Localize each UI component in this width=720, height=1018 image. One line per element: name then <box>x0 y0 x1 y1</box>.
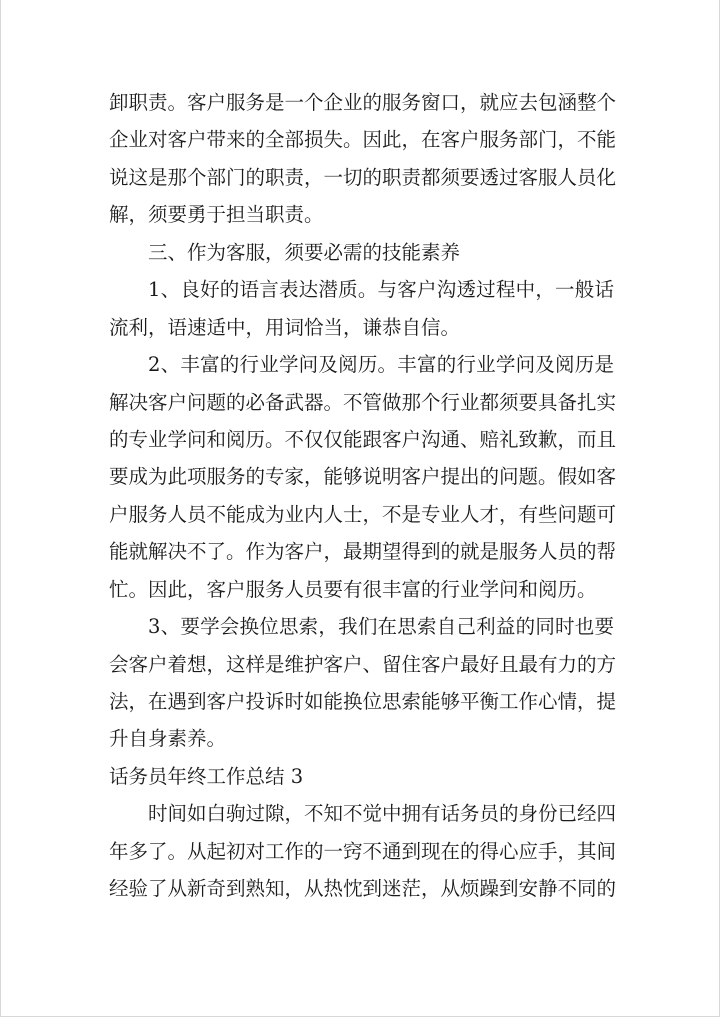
paragraph-line: 1、良好的语言表达潜质。与客户沟透过程中，一般话 <box>148 278 614 302</box>
paragraph-line: 能就解决不了。作为客户，最期望得到的就是服务人员的帮 <box>109 540 617 564</box>
paragraph-line: 企业对客户带来的全部损失。因此，在客户服务部门，不能 <box>109 128 617 152</box>
paragraph-line: 解决客户问题的必备武器。不管做那个行业都须要具备扎实 <box>109 390 617 414</box>
section-heading: 三、作为客服，须要必需的技能素养 <box>148 240 461 264</box>
paragraph-line: 户服务人员不能成为业内人士，不是专业人才，有些问题可 <box>109 502 617 526</box>
paragraph-line: 忙。因此，客户服务人员要有很丰富的行业学问和阅历。 <box>109 577 597 601</box>
paragraph-line: 时间如白驹过隙，不知不觉中拥有话务员的身份已经四 <box>148 802 617 826</box>
paragraph-line: 会客户着想，这样是维护客户、留住客户最好且最有力的方 <box>109 652 617 676</box>
paragraph-line: 升自身素养。 <box>109 727 227 751</box>
paragraph-line: 卸职责。客户服务是一个企业的服务窗口，就应去包涵整个 <box>109 91 617 114</box>
paragraph-line: 法，在遇到客户投诉时如能换位思索能够平衡工作心情，提 <box>109 690 617 713</box>
document-title: 话务员年终工作总结 3 <box>109 764 304 788</box>
paragraph-line: 经验了从新奇到熟知，从热忱到迷茫，从烦躁到安静不同的 <box>109 877 617 901</box>
paragraph-line: 2、丰富的行业学问及阅历。丰富的行业学问及阅历是 <box>148 353 614 377</box>
paragraph-line: 说这是那个部门的职责，一切的职责都须要透过客服人员化 <box>109 165 617 189</box>
paragraph-line: 年多了。从起初对工作的一窍不通到现在的得心应手，其间 <box>109 839 617 863</box>
paragraph-line: 解，须要勇于担当职责。 <box>109 203 324 227</box>
paragraph-line: 的专业学问和阅历。不仅仅能跟客户沟通、赔礼致歉，而且 <box>109 427 617 451</box>
paragraph-line: 要成为此项服务的专家，能够说明客户提出的问题。假如客 <box>109 465 617 489</box>
document-body <box>109 84 617 908</box>
paragraph-line: 流利，语速适中，用词恰当，谦恭自信。 <box>109 315 461 339</box>
paragraph-line: 3、要学会换位思索，我们在思索自己利益的同时也要 <box>148 615 614 639</box>
